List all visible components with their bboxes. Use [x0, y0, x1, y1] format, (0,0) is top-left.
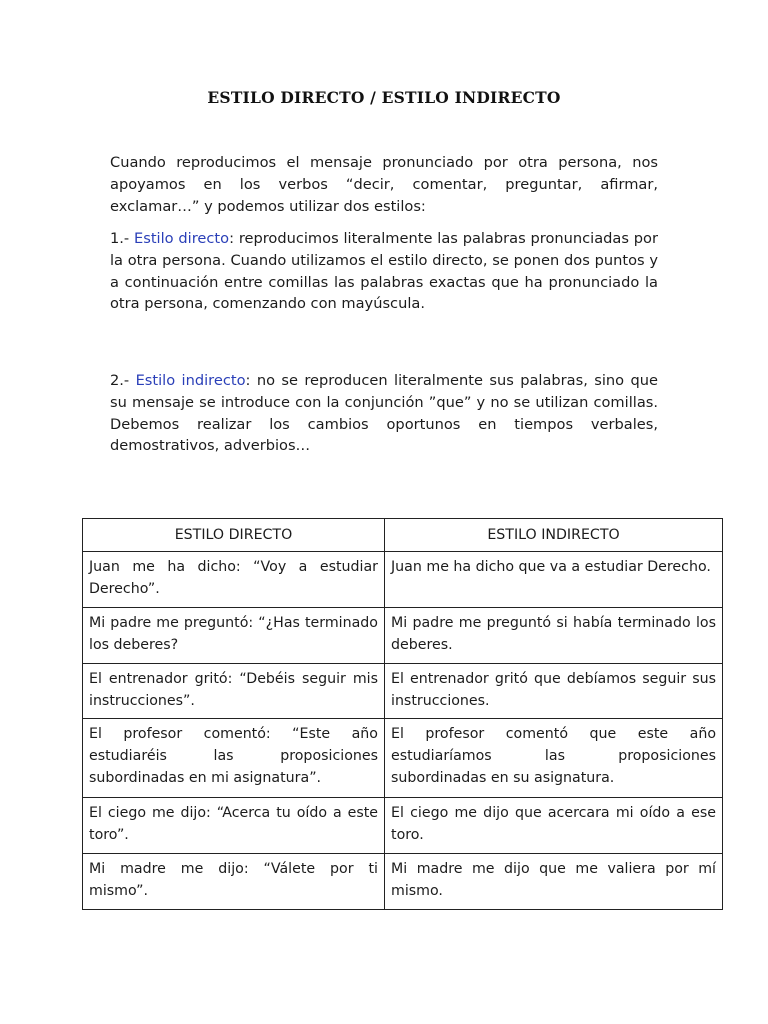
table-row: [83, 854, 723, 910]
indirect-cell: Mi madre me dijo que me valiera por mí mismo.: [385, 854, 723, 910]
indirect-style-definition: : no se reproducen literalmente sus palabras, sino que su mensaje se introduce con la conjunción ”que” y no se utilizan comillas. Debemos realizar los cambios oportunos en tiempos verbales, demostrativos, adverbios…: [110, 372, 658, 455]
table-row: [83, 798, 723, 854]
indirect-cell: El ciego me dijo que acercara mi oído a ese toro.: [385, 798, 723, 854]
direct-style-number: 1.-: [110, 230, 135, 247]
indirect-style-term: Estilo indirecto: [135, 372, 246, 389]
indirect-cell: El entrenador gritó que debíamos seguir sus instrucciones.: [385, 664, 723, 719]
table-row: [83, 552, 723, 608]
direct-style-term: Estilo directo: [134, 230, 230, 247]
indirect-cell: Mi padre me preguntó si había terminado los deberes.: [385, 608, 723, 664]
indirect-style-paragraph: [110, 370, 658, 457]
document-title: ESTILO DIRECTO / ESTILO INDIRECTO: [207, 88, 561, 107]
direct-cell: El ciego me dijo: “Acerca tu oído a este toro”.: [83, 798, 385, 854]
direct-style-paragraph: [110, 228, 658, 315]
indirect-cell: Juan me ha dicho que va a estudiar Derecho.: [385, 552, 723, 608]
intro-paragraph: Cuando reproducimos el mensaje pronunciado por otra persona, nos apoyamos en los verbos “decir, comentar, preguntar, afirmar, exclamar…” y podemos utilizar dos estilos:: [110, 154, 658, 215]
table-header-row: [83, 519, 723, 552]
indirect-cell: El profesor comentó que este año estudiaríamos las proposiciones subordinadas en su asignatura.: [385, 719, 723, 798]
comparison-table: [82, 518, 723, 910]
indirect-style-number: 2.-: [110, 372, 136, 389]
direct-cell: Juan me ha dicho: “Voy a estudiar Derecho”.: [83, 552, 385, 608]
direct-cell: Mi padre me preguntó: “¿Has terminado los deberes?: [83, 608, 385, 664]
table-row: [83, 664, 723, 719]
header-direct-style: ESTILO DIRECTO: [83, 519, 385, 552]
table-row: [83, 719, 723, 798]
direct-style-definition: : reproducimos literalmente las palabras pronunciadas por la otra persona. Cuando utilizamos el estilo directo, se ponen dos puntos y a continuación entre comillas las palabras exactas que ha pronunciado la otra persona, comenzando con mayúscula.: [110, 230, 658, 313]
direct-cell: Mi madre me dijo: “Válete por ti mismo”.: [83, 854, 385, 910]
table-row: [83, 608, 723, 664]
direct-cell: El entrenador gritó: “Debéis seguir mis instrucciones”.: [83, 664, 385, 719]
header-indirect-style: ESTILO INDIRECTO: [385, 519, 723, 552]
direct-cell: El profesor comentó: “Este año estudiaréis las proposiciones subordinadas en mi asignatura”.: [83, 719, 385, 798]
